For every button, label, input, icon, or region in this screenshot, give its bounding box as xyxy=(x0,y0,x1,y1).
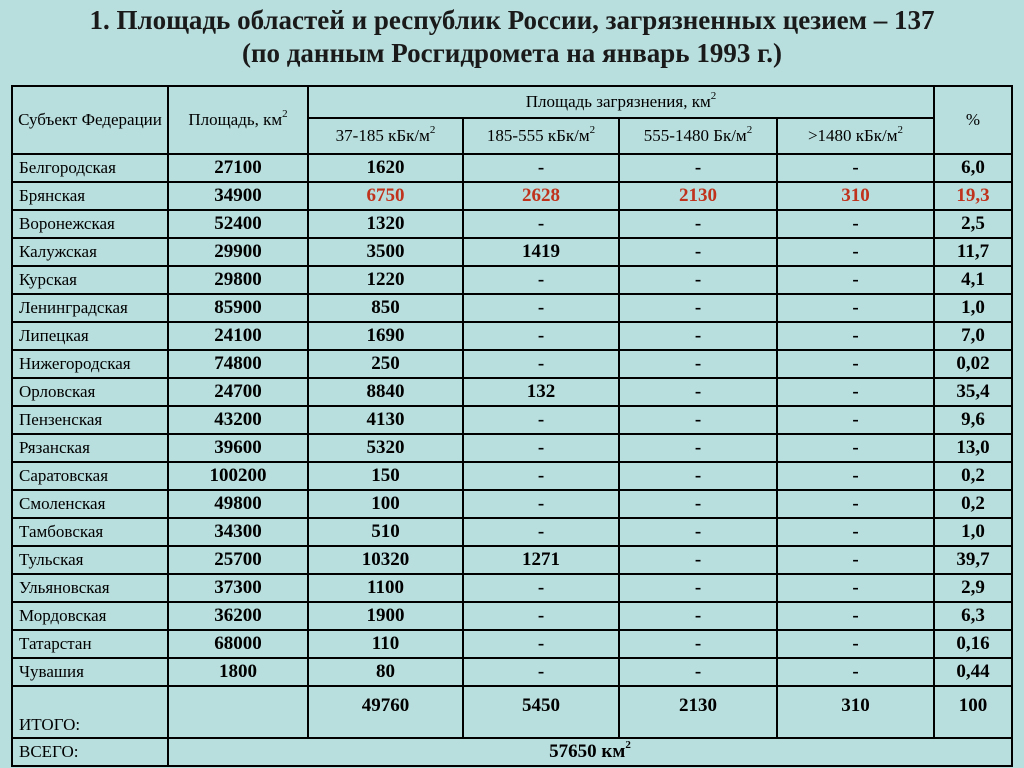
cell-band-1: 3500 xyxy=(308,238,463,266)
cell-area: 37300 xyxy=(168,574,308,602)
table-row xyxy=(12,518,1012,546)
total-label: ИТОГО: xyxy=(12,686,168,738)
table-row xyxy=(12,378,1012,406)
cell-band-3: - xyxy=(619,322,777,350)
cell-name: Калужская xyxy=(12,238,168,266)
cell-band-1: 4130 xyxy=(308,406,463,434)
cell-area: 34900 xyxy=(168,182,308,210)
cell-band-2: - xyxy=(463,462,619,490)
cell-band-2: - xyxy=(463,490,619,518)
cell-band-2: - xyxy=(463,322,619,350)
cell-band-1: 8840 xyxy=(308,378,463,406)
cell-name: Воронежская xyxy=(12,210,168,238)
cell-band-4: - xyxy=(777,238,934,266)
grand-total-row xyxy=(12,738,1012,766)
cell-band-2: - xyxy=(463,518,619,546)
table-row xyxy=(12,182,1012,210)
cell-area: 36200 xyxy=(168,602,308,630)
header-subject: Субъект Федерации xyxy=(12,86,168,154)
cell-name: Рязанская xyxy=(12,434,168,462)
cell-percent: 0,16 xyxy=(934,630,1012,658)
cell-band-1: 6750 xyxy=(308,182,463,210)
cell-percent: 0,2 xyxy=(934,490,1012,518)
cell-area: 1800 xyxy=(168,658,308,686)
cell-band-1: 100 xyxy=(308,490,463,518)
cell-band-2: - xyxy=(463,658,619,686)
table-row xyxy=(12,602,1012,630)
cell-band-3: - xyxy=(619,658,777,686)
cell-name: Белгородская xyxy=(12,154,168,182)
cell-percent: 0,02 xyxy=(934,350,1012,378)
cell-area: 68000 xyxy=(168,630,308,658)
total-band-3: 2130 xyxy=(619,686,777,738)
table-row xyxy=(12,322,1012,350)
table-row xyxy=(12,154,1012,182)
cell-name: Чувашия xyxy=(12,658,168,686)
cell-band-2: - xyxy=(463,434,619,462)
total-percent: 100 xyxy=(934,686,1012,738)
cell-percent: 13,0 xyxy=(934,434,1012,462)
cell-name: Мордовская xyxy=(12,602,168,630)
cell-band-3: 2130 xyxy=(619,182,777,210)
cell-area: 49800 xyxy=(168,490,308,518)
cell-band-4: - xyxy=(777,518,934,546)
cell-percent: 9,6 xyxy=(934,406,1012,434)
cell-band-1: 80 xyxy=(308,658,463,686)
cell-name: Смоленская xyxy=(12,490,168,518)
cell-name: Липецкая xyxy=(12,322,168,350)
cell-percent: 4,1 xyxy=(934,266,1012,294)
cell-band-3: - xyxy=(619,266,777,294)
cell-band-1: 850 xyxy=(308,294,463,322)
cell-band-2: - xyxy=(463,574,619,602)
table-row xyxy=(12,490,1012,518)
table-row xyxy=(12,434,1012,462)
cell-band-2: - xyxy=(463,294,619,322)
cell-area: 85900 xyxy=(168,294,308,322)
cell-area: 43200 xyxy=(168,406,308,434)
total-band-1: 49760 xyxy=(308,686,463,738)
cell-band-3: - xyxy=(619,490,777,518)
cell-band-3: - xyxy=(619,154,777,182)
cell-band-4: - xyxy=(777,462,934,490)
table-row xyxy=(12,546,1012,574)
total-band-4: 310 xyxy=(777,686,934,738)
title-line-2: (по данным Росгидромета на январь 1993 г.) xyxy=(241,38,783,68)
cell-percent: 0,2 xyxy=(934,462,1012,490)
cell-band-4: - xyxy=(777,602,934,630)
cell-band-1: 1620 xyxy=(308,154,463,182)
cell-percent: 6,0 xyxy=(934,154,1012,182)
header-percent: % xyxy=(934,86,1012,154)
cell-name: Тульская xyxy=(12,546,168,574)
cell-percent: 6,3 xyxy=(934,602,1012,630)
cell-percent: 19,3 xyxy=(934,182,1012,210)
cell-band-1: 1900 xyxy=(308,602,463,630)
cell-band-4: - xyxy=(777,210,934,238)
cell-band-1: 110 xyxy=(308,630,463,658)
cell-name: Ленинградская xyxy=(12,294,168,322)
cell-band-4: - xyxy=(777,322,934,350)
cell-percent: 2,9 xyxy=(934,574,1012,602)
cell-band-4: 310 xyxy=(777,182,934,210)
cell-band-1: 510 xyxy=(308,518,463,546)
cell-area: 100200 xyxy=(168,462,308,490)
cell-band-3: - xyxy=(619,406,777,434)
cell-band-3: - xyxy=(619,546,777,574)
cell-band-4: - xyxy=(777,294,934,322)
cell-band-2: 132 xyxy=(463,378,619,406)
total-row xyxy=(12,686,1012,738)
cell-band-3: - xyxy=(619,630,777,658)
cell-area: 29800 xyxy=(168,266,308,294)
cell-name: Брянская xyxy=(12,182,168,210)
cell-band-1: 150 xyxy=(308,462,463,490)
cell-band-3: - xyxy=(619,518,777,546)
header-area: Площадь, $км^2$ xyxy=(168,86,308,154)
cell-band-4: - xyxy=(777,630,934,658)
cell-band-4: - xyxy=(777,574,934,602)
header-band-3: 555-1480 $Бк/м^2$ xyxy=(619,118,777,154)
cell-band-4: - xyxy=(777,350,934,378)
cell-band-4: - xyxy=(777,378,934,406)
cell-band-3: - xyxy=(619,574,777,602)
cell-area: 74800 xyxy=(168,350,308,378)
cell-percent: 7,0 xyxy=(934,322,1012,350)
cell-name: Курская xyxy=(12,266,168,294)
cell-area: 25700 xyxy=(168,546,308,574)
cell-percent: 1,0 xyxy=(934,518,1012,546)
cell-band-4: - xyxy=(777,490,934,518)
cell-percent: 11,7 xyxy=(934,238,1012,266)
table-body xyxy=(12,154,1012,686)
page-title xyxy=(0,4,1024,70)
cell-band-3: - xyxy=(619,294,777,322)
cell-name: Тамбовская xyxy=(12,518,168,546)
cell-band-4: - xyxy=(777,546,934,574)
table-row xyxy=(12,294,1012,322)
cell-area: 34300 xyxy=(168,518,308,546)
cell-band-3: - xyxy=(619,462,777,490)
cell-band-3: - xyxy=(619,602,777,630)
cell-band-3: - xyxy=(619,378,777,406)
header-band-1: 37-185 кБк/$м^2$ xyxy=(308,118,463,154)
cell-band-2: 1271 xyxy=(463,546,619,574)
cell-band-3: - xyxy=(619,238,777,266)
cell-area: 24700 xyxy=(168,378,308,406)
cell-band-1: 250 xyxy=(308,350,463,378)
cell-band-3: - xyxy=(619,350,777,378)
table-row xyxy=(12,630,1012,658)
cell-percent: 39,7 xyxy=(934,546,1012,574)
cell-name: Нижегородская xyxy=(12,350,168,378)
cell-band-4: - xyxy=(777,406,934,434)
cell-band-4: - xyxy=(777,266,934,294)
table-row xyxy=(12,406,1012,434)
cell-name: Пензенская xyxy=(12,406,168,434)
cell-band-1: 1320 xyxy=(308,210,463,238)
cell-band-2: - xyxy=(463,406,619,434)
cell-area: 29900 xyxy=(168,238,308,266)
cell-band-1: 1100 xyxy=(308,574,463,602)
cell-band-4: - xyxy=(777,154,934,182)
table-row xyxy=(12,210,1012,238)
cell-area: 39600 xyxy=(168,434,308,462)
table-row xyxy=(12,350,1012,378)
header-contamination: Площадь загрязнения, $км^2$ xyxy=(308,86,934,118)
total-band-2: 5450 xyxy=(463,686,619,738)
cell-band-3: - xyxy=(619,210,777,238)
cell-band-2: 1419 xyxy=(463,238,619,266)
cell-percent: 35,4 xyxy=(934,378,1012,406)
title-line-1: 1. Площадь областей и республик России, загрязненных цезием – 137 xyxy=(89,5,935,35)
cell-band-1: 10320 xyxy=(308,546,463,574)
contamination-table xyxy=(11,85,1013,767)
cell-band-4: - xyxy=(777,658,934,686)
cell-band-2: - xyxy=(463,210,619,238)
cell-band-1: 1220 xyxy=(308,266,463,294)
cell-band-2: - xyxy=(463,630,619,658)
cell-band-1: 1690 xyxy=(308,322,463,350)
cell-area: 27100 xyxy=(168,154,308,182)
table-row xyxy=(12,658,1012,686)
cell-band-4: - xyxy=(777,434,934,462)
cell-name: Орловская xyxy=(12,378,168,406)
cell-band-2: - xyxy=(463,350,619,378)
total-area xyxy=(168,686,308,738)
cell-band-2: 2628 xyxy=(463,182,619,210)
cell-band-2: - xyxy=(463,266,619,294)
cell-area: 52400 xyxy=(168,210,308,238)
table-row xyxy=(12,462,1012,490)
table-row xyxy=(12,574,1012,602)
header-band-4: >1480 кБк/$м^2$ xyxy=(777,118,934,154)
cell-name: Татарстан xyxy=(12,630,168,658)
cell-percent: 0,44 xyxy=(934,658,1012,686)
header-band-2: 185-555 кБк/$м^2$ xyxy=(463,118,619,154)
cell-band-3: - xyxy=(619,434,777,462)
table-row xyxy=(12,238,1012,266)
cell-band-2: - xyxy=(463,602,619,630)
cell-name: Саратовская xyxy=(12,462,168,490)
table-row xyxy=(12,266,1012,294)
grand-total-value: 57650 $км^2$ xyxy=(168,738,1012,766)
cell-band-2: - xyxy=(463,154,619,182)
grand-total-label: ВСЕГО: xyxy=(12,738,168,766)
cell-band-1: 5320 xyxy=(308,434,463,462)
cell-name: Ульяновская xyxy=(12,574,168,602)
cell-percent: 2,5 xyxy=(934,210,1012,238)
cell-area: 24100 xyxy=(168,322,308,350)
cell-percent: 1,0 xyxy=(934,294,1012,322)
